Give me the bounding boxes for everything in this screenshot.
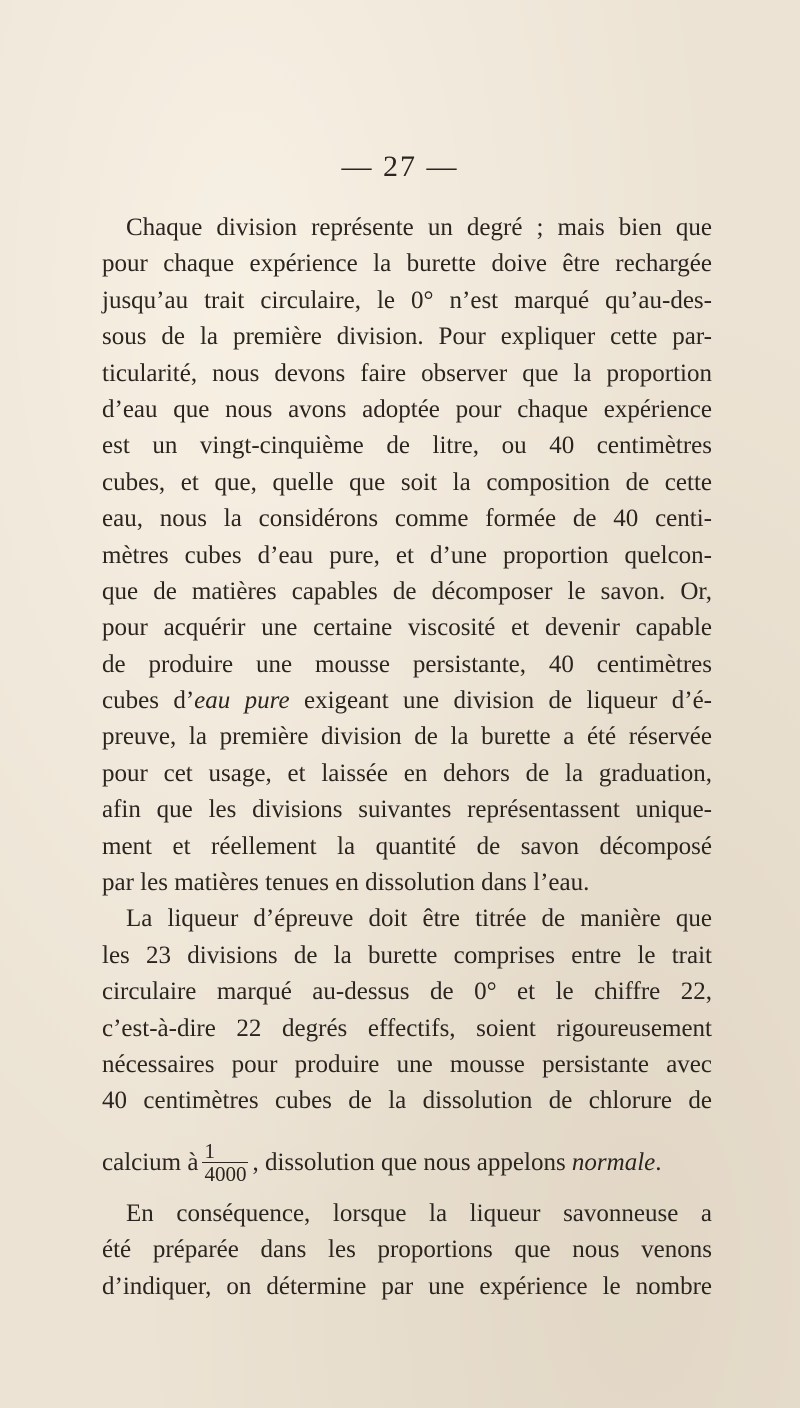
- page-number: — 27 —: [341, 150, 459, 183]
- text-line: pour chaque expérience la burette doive être rechargée: [102, 250, 712, 278]
- italic-word: normale: [571, 1149, 656, 1176]
- body-text: [102, 210, 712, 1305]
- text-segment: exigeant une division de liqueur d’é-: [289, 687, 712, 715]
- text-line: été préparée dans les proportions que nous venons: [102, 1236, 712, 1264]
- text-line: Chaque division représente un degré ; mais bien que: [126, 214, 712, 241]
- text-line: est un vingt-cinquième de litre, ou 40 centimètres: [102, 432, 712, 460]
- text-line: c’est-à-dire 22 degrés effectifs, soient rigoureusement: [102, 1014, 712, 1042]
- paragraph-3: [102, 1196, 712, 1305]
- paragraph-1: [102, 210, 712, 901]
- text-line: La liqueur d’épreuve doit être titrée de manière que: [126, 905, 712, 933]
- text-line: circulaire marqué au-dessus de 0° et le chiffre 22,: [102, 978, 712, 1006]
- text-line: afin que les divisions suivantes représentassent unique-: [102, 796, 712, 824]
- text-line: En conséquence, lorsque la liqueur savonneuse a: [126, 1199, 712, 1227]
- text-line: 40 centimètres cubes de la dissolution de chlorure de: [102, 1087, 712, 1115]
- text-line: mètres cubes d’eau pure, et d’une proportion quelcon-: [102, 541, 712, 569]
- text-segment: .: [655, 1149, 662, 1176]
- text-segment: cubes d’: [102, 687, 195, 715]
- fraction: [202, 1140, 248, 1185]
- text-line: nécessaires pour produire une mousse persistante avec: [102, 1050, 712, 1078]
- text-line-with-fraction: [102, 1120, 712, 1192]
- text-segment: , dissolution que nous appelons: [252, 1149, 572, 1176]
- text-line: sous de la première division. Pour expliquer cette par-: [102, 323, 712, 351]
- paragraph-2: [102, 901, 712, 1191]
- text-line: eau, nous la considérons comme formée de 40 centi-: [102, 505, 712, 533]
- text-line: les 23 divisions de la burette comprises entre le trait: [102, 941, 712, 969]
- text-line: ticularité, nous devons faire observer que la proportion: [102, 359, 712, 387]
- text-line: pour cet usage, et laissée en dehors de la graduation,: [102, 759, 712, 787]
- text-line: ment et réellement la quantité de savon décomposé: [102, 832, 712, 860]
- text-line: preuve, la première division de la burette a été réservée: [102, 723, 712, 751]
- text-segment: calcium à: [102, 1149, 199, 1176]
- text-line: cubes, et que, quelle que soit la composition de cette: [102, 468, 712, 496]
- text-line: que de matières capables de décomposer le savon. Or,: [102, 577, 712, 605]
- text-line: d’eau que nous avons adoptée pour chaque expérience: [102, 395, 712, 423]
- text-line: jusqu’au trait circulaire, le 0° n’est marqué qu’au-des-: [102, 286, 712, 314]
- text-line: de produire une mousse persistante, 40 centimètres: [102, 650, 712, 678]
- text-line: d’indiquer, on détermine par une expérience le nombre: [102, 1272, 712, 1300]
- text-line: pour acquérir une certaine viscosité et devenir capable: [102, 614, 712, 642]
- italic-phrase: eau pure: [194, 687, 290, 715]
- text-line-with-italic: [102, 683, 712, 719]
- text-line: par les matières tenues en dissolution dans l’eau.: [102, 869, 590, 897]
- fraction-denominator: 4000: [204, 1161, 247, 1186]
- fraction-numerator: 1: [202, 1140, 248, 1163]
